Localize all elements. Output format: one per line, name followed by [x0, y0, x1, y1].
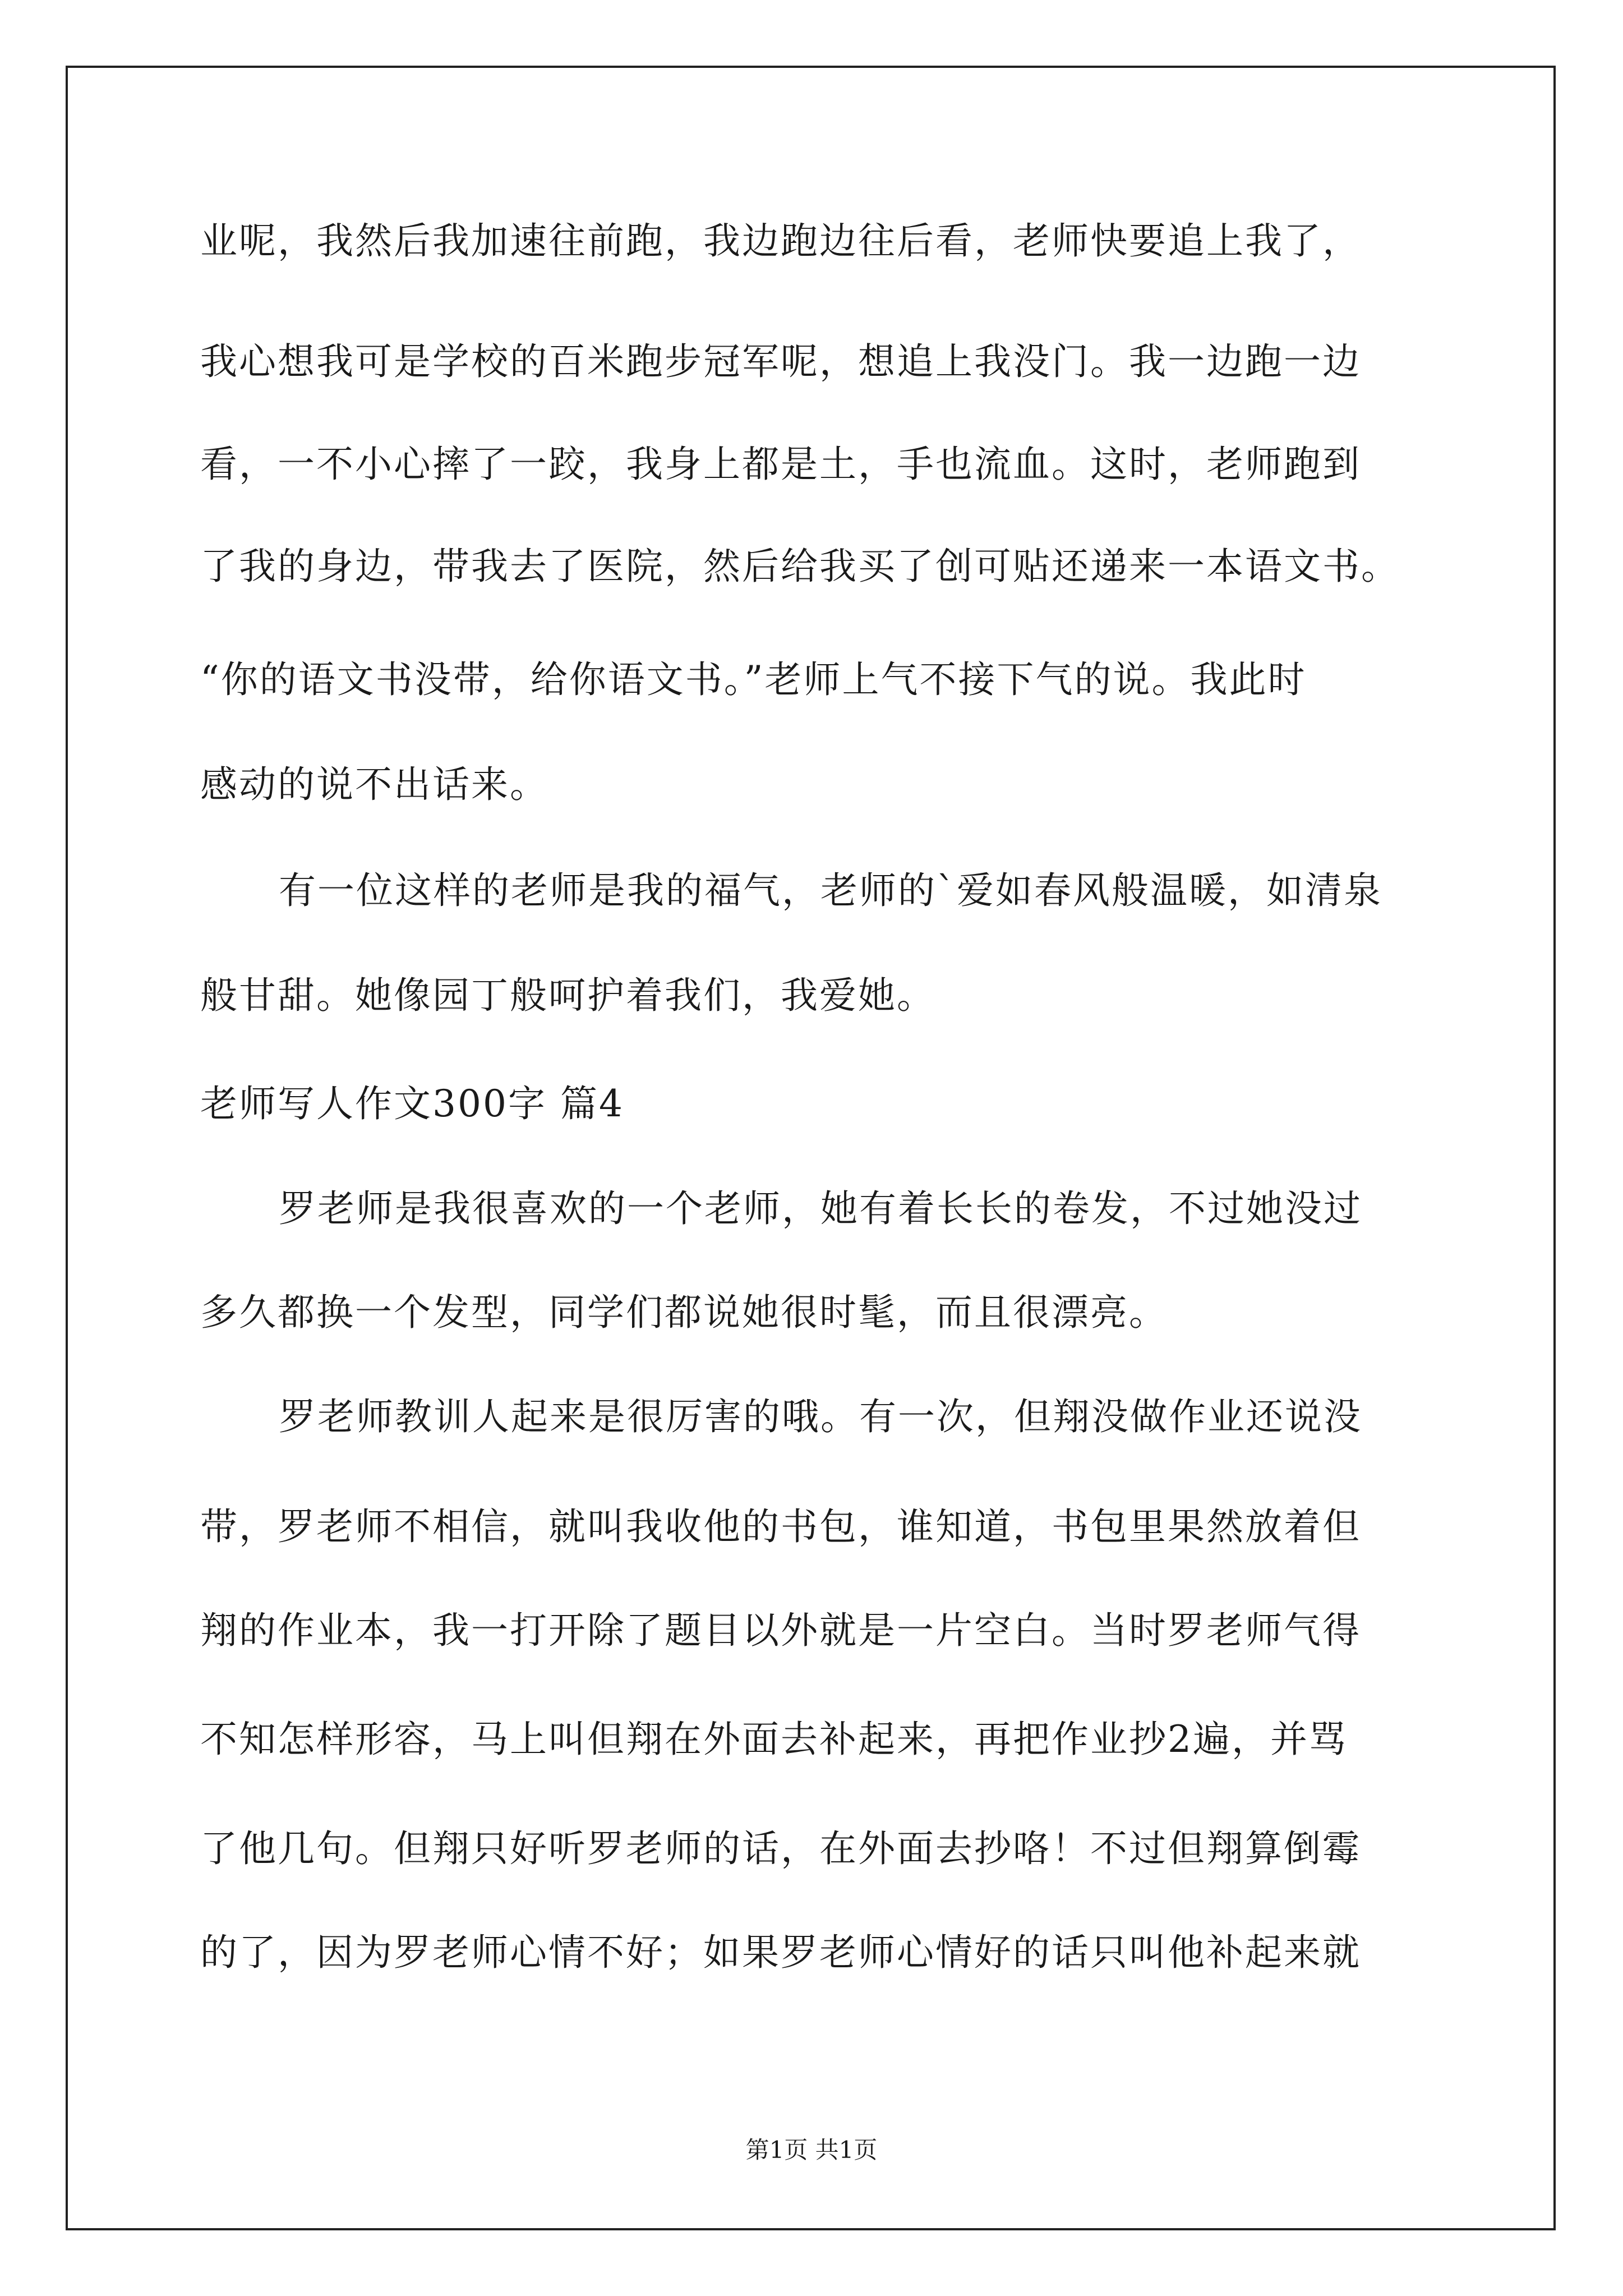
page-border: [66, 66, 1556, 2230]
text-line-15: 不知怎样形容，马上叫但翔在外面去补起来，再把作业抄2遍，并骂: [200, 1718, 1348, 1761]
text-line-3: 看，一不小心摔了一跤，我身上都是土，手也流血。这时，老师跑到: [200, 443, 1361, 486]
text-line-10: 罗老师是我很喜欢的一个老师，她有着长长的卷发，不过她没过: [279, 1187, 1362, 1230]
text-line-1: 业呢，我然后我加速往前跑，我边跑边往后看，老师快要追上我了，: [200, 219, 1361, 263]
text-line-8: 般甘甜。她像园丁般呵护着我们，我爱她。: [200, 974, 935, 1017]
text-line-13: 带，罗老师不相信，就叫我收他的书包，谁知道，书包里果然放着但: [200, 1505, 1361, 1548]
section-heading: 老师写人作文300字 篇4: [200, 1082, 624, 1125]
text-line-17: 的了，因为罗老师心情不好；如果罗老师心情好的话只叫他补起来就: [200, 1931, 1361, 1974]
text-line-12: 罗老师教训人起来是很厉害的哦。有一次，但翔没做作业还说没: [279, 1395, 1362, 1438]
text-line-2: 我心想我可是学校的百米跑步冠军呢，想追上我没门。我一边跑一边: [200, 340, 1361, 383]
text-line-16: 了他几句。但翔只好听罗老师的话，在外面去抄咯！不过但翔算倒霉: [200, 1827, 1361, 1870]
text-line-5: “你的语文书没带，给你语文书。”老师上气不接下气的说。我此时: [200, 658, 1307, 701]
text-line-4: 了我的身边，带我去了医院，然后给我买了创可贴还递来一本语文书。: [200, 545, 1400, 588]
text-line-6: 感动的说不出话来。: [200, 763, 548, 806]
page-number-footer: 第1页 共1页: [745, 2136, 878, 2164]
text-line-7: 有一位这样的老师是我的福气，老师的`爱如春风般温暖，如清泉: [279, 869, 1382, 912]
text-line-11: 多久都换一个发型，同学们都说她很时髦，而且很漂亮。: [200, 1291, 1168, 1334]
text-line-14: 翔的作业本，我一打开除了题目以外就是一片空白。当时罗老师气得: [200, 1609, 1361, 1652]
